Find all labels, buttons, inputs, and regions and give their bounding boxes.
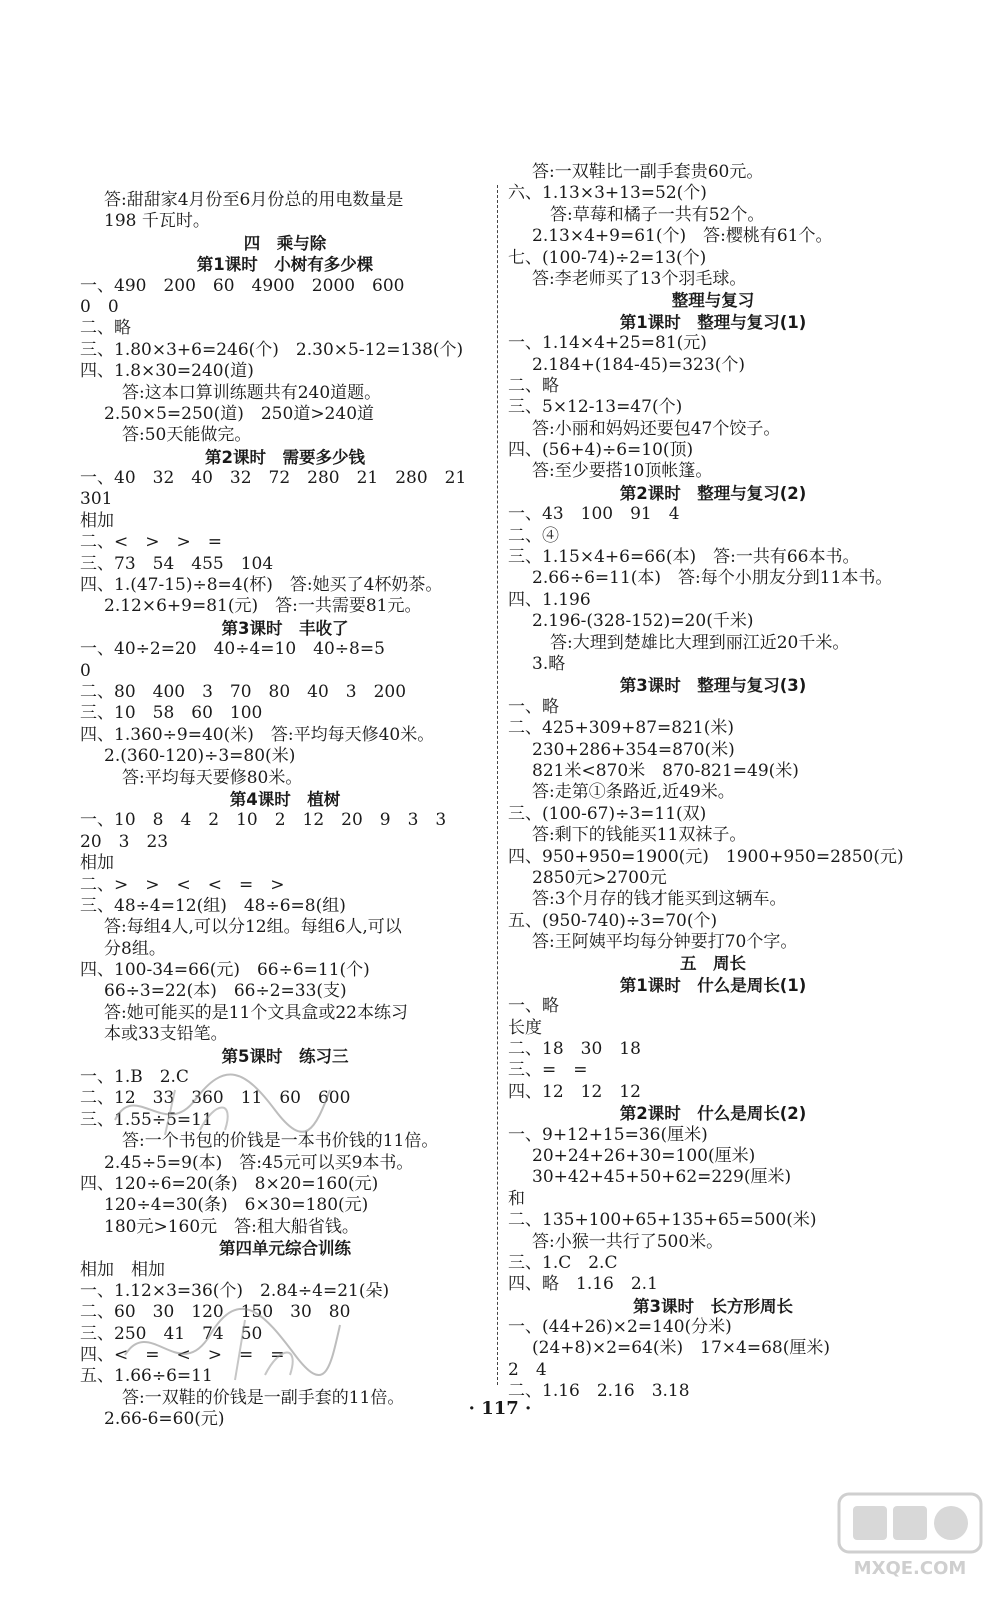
answer-line: 二、80 400 3 70 80 40 3 200 xyxy=(80,681,407,702)
answer-line: 三、= = xyxy=(508,1060,588,1081)
answer-line: (24+8)×2=64(米) 17×4=68(厘米) xyxy=(532,1338,830,1359)
answer-line: 四、1.196 xyxy=(508,589,591,610)
answer-line: 四、100-34=66(元) 66÷6=11(个) xyxy=(80,960,370,981)
answer-line: 三、1.C 2.C xyxy=(508,1252,618,1273)
answer-line: 答:每组4人,可以分12组。每组6人,可以 xyxy=(104,917,402,938)
answer-line: 198 千瓦时。 xyxy=(104,211,210,232)
answer-line: 分8组。 xyxy=(104,938,166,959)
answer-line: 一、9+12+15=36(厘米) xyxy=(508,1124,708,1145)
answer-line: 答:甜甜家4月份至6月份总的用电数量是 xyxy=(104,190,404,210)
answer-line: 相加 xyxy=(80,510,114,531)
answer-line: 和 xyxy=(508,1188,525,1209)
answer-line: 七、(100-74)÷2=13(个) xyxy=(508,247,707,268)
answer-line: 答:王阿姨平均每分钟要打70个字。 xyxy=(532,932,798,953)
answer-line: 三、(100-67)÷3=11(双) xyxy=(508,803,707,824)
answer-line: 答:走第①条路近,近49米。 xyxy=(532,782,735,803)
answer-line: 二、1.16 2.16 3.18 xyxy=(508,1381,690,1402)
section-heading: 第4课时 植树 xyxy=(229,789,341,809)
answer-line: 二、60 30 120 150 30 80 xyxy=(80,1302,351,1323)
section-heading: 第3课时 长方形周长 xyxy=(633,1296,793,1316)
answer-line: 230+286+354=870(米) xyxy=(532,739,735,760)
answer-line: 答:草莓和橘子一共有52个。 xyxy=(550,204,765,225)
section-heading: 第2课时 需要多少钱 xyxy=(205,447,365,467)
section-heading: 五 周长 xyxy=(680,954,746,974)
answer-line: 答:剩下的钱能买11双袜子。 xyxy=(532,825,747,846)
answer-line: 本或33支铅笔。 xyxy=(104,1024,228,1045)
answer-line: 答:3个月存的钱才能买到这辆车。 xyxy=(532,889,787,910)
section-heading: 第5课时 练习三 xyxy=(221,1046,349,1066)
answer-line: 2.(360-120)÷3=80(米) xyxy=(104,746,296,767)
section-heading: 第2课时 整理与复习(2) xyxy=(619,483,807,503)
answer-line: 二、④ xyxy=(508,525,559,546)
answer-line: 二、12 33 360 11 60 600 xyxy=(80,1088,351,1109)
answer-line: 六、1.13×3+13=52(个) xyxy=(508,183,707,204)
answer-line: 一、43 100 91 4 xyxy=(508,504,680,525)
answer-line: 二、略 xyxy=(80,318,131,339)
answer-line: 四、1.360÷9=40(米) 答:平均每天修40米。 xyxy=(80,724,435,745)
answer-line: 0 xyxy=(80,660,91,681)
answer-line: 821米<870米 870-821=49(米) xyxy=(532,760,799,781)
answer-line: 三、10 58 60 100 xyxy=(80,703,263,724)
answer-line: 四、略 1.16 2.1 xyxy=(508,1274,658,1295)
answer-line: 一、1.12×3=36(个) 2.84÷4=21(朵) xyxy=(80,1280,390,1301)
answer-line: 120÷4=30(条) 6×30=180(元) xyxy=(104,1195,369,1216)
answer-line: 答:小猴一共行了500米。 xyxy=(532,1231,724,1252)
answer-line: 答:李老师买了13个羽毛球。 xyxy=(532,268,747,289)
answer-line: 答:这本口算训练题共有240道题。 xyxy=(122,382,382,403)
answer-line: 一、略 xyxy=(508,696,559,717)
answer-line: 三、48÷4=12(组) 48÷6=8(组) xyxy=(80,895,346,916)
answer-line: 二、略 xyxy=(508,375,559,396)
answer-line: 五、(950-740)÷3=70(个) xyxy=(508,910,718,931)
answer-line: 一、40 32 40 32 72 280 21 280 21 xyxy=(80,468,467,489)
page-number: · 117 · xyxy=(468,1398,532,1419)
answer-line: 二、425+309+87=821(米) xyxy=(508,718,734,739)
answer-line: 答:一个书包的价钱是一本书价钱的11倍。 xyxy=(122,1131,439,1152)
answer-line: 三、1.55÷5=11 xyxy=(80,1109,213,1130)
answer-line: 2.45÷5=9(本) 答:45元可以买9本书。 xyxy=(104,1152,414,1173)
scribble-mark xyxy=(105,1060,335,1150)
answer-line: 2.50×5=250(道) 250道>240道 xyxy=(104,403,375,424)
answer-line: 30+42+45+50+62=229(厘米) xyxy=(532,1167,792,1188)
answer-line: 三、1.80×3+6=246(个) 2.30×5-12=138(个) xyxy=(80,339,464,360)
answer-line: 四、12 12 12 xyxy=(508,1081,641,1102)
answer-line: 2.66-6=60(元) xyxy=(104,1409,225,1430)
left-column xyxy=(80,190,490,1431)
answer-line: 四、950+950=1900(元) 1900+950=2850(元) xyxy=(508,846,904,867)
answer-line: 20 3 23 xyxy=(80,831,169,852)
answer-line: 3.略 xyxy=(532,653,566,674)
watermark-text: MXQE.COM xyxy=(853,1558,967,1579)
answer-line: 三、1.15×4+6=66(本) 答:一共有66本书。 xyxy=(508,547,860,568)
answer-line: 一、10 8 4 2 10 2 12 20 9 3 3 xyxy=(80,810,447,831)
answer-line: 答:平均每天要修80米。 xyxy=(122,767,303,788)
answer-line: 四、< = < > = = xyxy=(80,1345,285,1366)
answer-line: 一、1.14×4+25=81(元) xyxy=(508,333,707,354)
answer-line: 2.12×6+9=81(元) 答:一共需要81元。 xyxy=(104,596,422,617)
answer-line: 答:她可能买的是11个文具盒或22本练习 xyxy=(104,1002,408,1023)
section-heading: 第1课时 整理与复习(1) xyxy=(619,312,807,332)
answer-line: 四、120÷6=20(条) 8×20=160(元) xyxy=(80,1173,379,1194)
section-heading: 第3课时 丰收了 xyxy=(221,618,349,638)
answer-line: 相加 相加 xyxy=(80,1259,165,1280)
answer-line: 一、略 xyxy=(508,996,559,1017)
answer-line: 相加 xyxy=(80,853,114,874)
answer-line: 0 0 xyxy=(80,296,119,317)
answer-line: 66÷3=22(本) 66÷2=33(支) xyxy=(104,981,347,1002)
answer-line: 三、250 41 74 50 xyxy=(80,1323,263,1344)
answer-line: 二、> > < < = > xyxy=(80,874,285,895)
answer-line: 答:一双鞋的价钱是一副手套的11倍。 xyxy=(122,1387,405,1408)
right-column xyxy=(508,162,918,1403)
watermark-logo xyxy=(835,1490,985,1580)
answer-line: 答:小丽和妈妈还要包47个饺子。 xyxy=(532,418,781,439)
answer-line: 一、(44+26)×2=140(分米) xyxy=(508,1317,732,1338)
answer-line: 长度 xyxy=(508,1017,542,1038)
answer-line: 301 xyxy=(80,489,113,510)
column-divider xyxy=(497,185,498,1385)
section-heading: 第1课时 什么是周长(1) xyxy=(619,975,807,995)
answer-line: 一、40÷2=20 40÷4=10 40÷8=5 xyxy=(80,639,385,660)
answer-line: 五、1.66÷6=11 xyxy=(80,1366,213,1387)
answer-line: 20+24+26+30=100(厘米) xyxy=(532,1145,756,1166)
section-heading: 第四单元综合训练 xyxy=(219,1239,351,1259)
answer-line: 四、(56+4)÷6=10(顶) xyxy=(508,440,694,461)
answer-line: 2850元>2700元 xyxy=(532,867,667,888)
answer-line: 四、1.8×30=240(道) xyxy=(80,361,254,382)
answer-line: 三、5×12-13=47(个) xyxy=(508,397,683,418)
answer-line: 2.196-(328-152)=20(千米) xyxy=(532,611,754,632)
answer-line: 答:50天能做完。 xyxy=(122,425,252,446)
answer-line: 2.13×4+9=61(个) 答:樱桃有61个。 xyxy=(532,226,833,247)
answer-line: 180元>160元 答:租大船省钱。 xyxy=(104,1216,359,1237)
answer-line: 四、1.(47-15)÷8=4(杯) 答:她买了4杯奶茶。 xyxy=(80,575,443,596)
answer-line: 2.184+(184-45)=323(个) xyxy=(532,354,745,375)
answer-line: 一、1.B 2.C xyxy=(80,1067,189,1088)
section-heading: 第2课时 什么是周长(2) xyxy=(619,1104,807,1124)
section-heading: 整理与复习 xyxy=(671,291,755,311)
answer-line: 答:一双鞋比一副手套贵60元。 xyxy=(532,162,764,182)
section-heading: 四 乘与除 xyxy=(243,233,327,253)
answer-line: 二、135+100+65+135+65=500(米) xyxy=(508,1210,817,1231)
section-heading: 第1课时 小树有多少棵 xyxy=(196,255,374,275)
answer-line: 二、18 30 18 xyxy=(508,1039,641,1060)
answer-line: 答:大理到楚雄比大理到丽江近20千米。 xyxy=(550,632,850,653)
answer-line: 二、< > > = xyxy=(80,532,222,553)
scribble-mark-2 xyxy=(115,1300,345,1390)
answer-line: 三、73 54 455 104 xyxy=(80,553,274,574)
answer-line: 一、490 200 60 4900 2000 600 xyxy=(80,275,405,296)
answer-line: 2.66÷6=11(本) 答:每个小朋友分到11本书。 xyxy=(532,568,893,589)
section-heading: 第3课时 整理与复习(3) xyxy=(619,676,807,696)
answer-line: 答:至少要搭10顶帐篷。 xyxy=(532,461,713,482)
answer-line: 2 4 xyxy=(508,1359,547,1380)
